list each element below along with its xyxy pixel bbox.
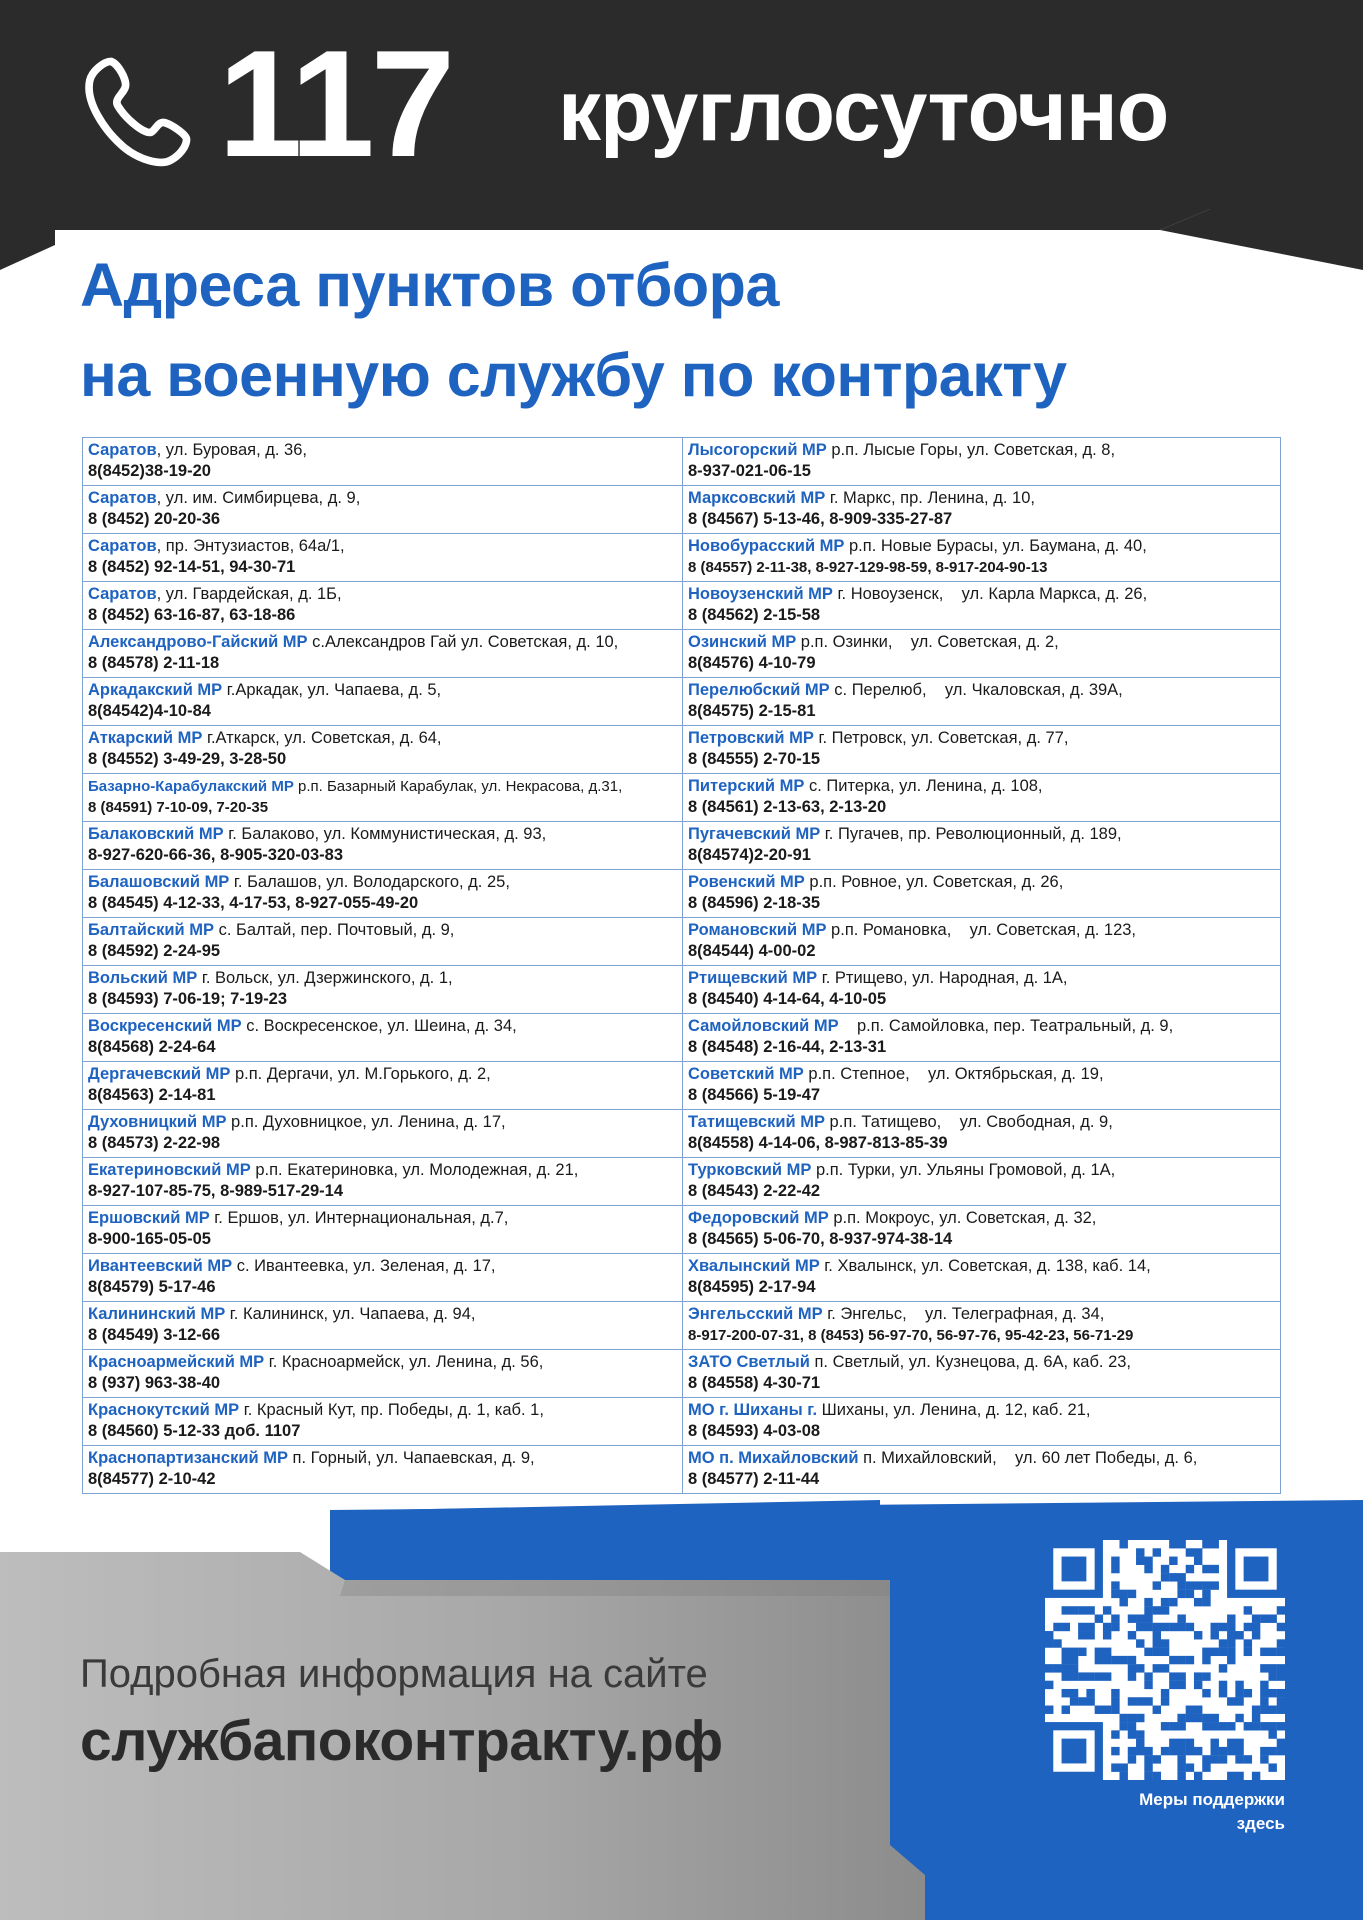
address: п. Горный, ул. Чапаевская, д. 9, <box>287 1449 535 1467</box>
list-item <box>83 1254 683 1302</box>
phone-number: 8(84542)4-10-84 <box>88 702 211 720</box>
phone-number: 8 (84573) 2-22-98 <box>88 1134 221 1152</box>
phone-number: 8 (8452) 63-16-87, 63-18-86 <box>88 606 296 624</box>
address-table <box>82 437 1281 1494</box>
phone-number: 8 (8452) 20-20-36 <box>88 510 221 528</box>
list-item <box>83 1350 683 1398</box>
district-name: Новоузенский МР <box>688 585 833 603</box>
district-name: Балашовский МР <box>88 873 230 891</box>
phone-number: 8 (84593) 7-06-19; 7-19-23 <box>88 990 288 1008</box>
table-row <box>83 1206 1281 1254</box>
table-row <box>83 630 1281 678</box>
district-name: Краснокутский МР <box>88 1401 240 1419</box>
table-row <box>83 726 1281 774</box>
list-item <box>83 1398 683 1446</box>
phone-number: 8 (84548) 2-16-44, 2-13-31 <box>688 1038 887 1056</box>
phone-number: 8 (84560) 5-12-33 доб. 1107 <box>88 1422 301 1440</box>
address: р.п. Самойловка, пер. Театральный, д. 9, <box>838 1017 1174 1035</box>
district-name: Екатериновский МР <box>88 1161 251 1179</box>
hotline-availability: круглосуточно <box>558 63 1169 159</box>
address: г. Пугачев, пр. Революционный, д. 189, <box>820 825 1122 843</box>
table-row <box>83 678 1281 726</box>
phone-number: 8 (84566) 5-19-47 <box>688 1086 821 1104</box>
address: г. Вольск, ул. Дзержинского, д. 1, <box>197 969 453 987</box>
district-name: Калининский МР <box>88 1305 226 1323</box>
list-item <box>683 1398 1281 1446</box>
list-item <box>83 1158 683 1206</box>
table-row <box>83 1350 1281 1398</box>
list-item <box>683 1062 1281 1110</box>
district-name: Саратов <box>88 537 157 555</box>
phone-number: 8 (8452) 92-14-51, 94-30-71 <box>88 558 296 576</box>
list-item <box>683 1014 1281 1062</box>
address: г. Балаково, ул. Коммунистическая, д. 93, <box>223 825 547 843</box>
district-name: Саратов <box>88 489 157 507</box>
address: г.Аткарск, ул. Советская, д. 64, <box>202 729 442 747</box>
address: р.п. Ровное, ул. Советская, д. 26, <box>804 873 1064 891</box>
address: р.п. Мокроус, ул. Советская, д. 32, <box>828 1209 1097 1227</box>
list-item <box>83 870 683 918</box>
address: р.п. Базарный Карабулак, ул. Некрасова, д.31, <box>293 778 623 795</box>
district-name: МО п. Михайловский <box>688 1449 859 1467</box>
address: р.п. Романовка, ул. Советская, д. 123, <box>826 921 1137 939</box>
district-name: Саратов <box>88 585 157 603</box>
phone-number: 8(84558) 4-14-06, 8-987-813-85-39 <box>688 1134 948 1152</box>
list-item <box>683 1110 1281 1158</box>
address: г. Калининск, ул. Чапаева, д. 94, <box>225 1305 476 1323</box>
district-name: Озинский МР <box>688 633 797 651</box>
phone-number: 8 (84561) 2-13-63, 2-13-20 <box>688 798 887 816</box>
list-item <box>683 966 1281 1014</box>
district-name: Красноармейский МР <box>88 1353 265 1371</box>
district-name: Воскресенский МР <box>88 1017 242 1035</box>
qr-caption <box>1045 1788 1285 1836</box>
table-row <box>83 870 1281 918</box>
address: р.п. Татищево, ул. Свободная, д. 9, <box>824 1113 1113 1131</box>
table-row <box>83 486 1281 534</box>
table-row <box>83 438 1281 486</box>
district-name: Перелюбский МР <box>688 681 830 699</box>
district-name: Петровский МР <box>688 729 814 747</box>
table-row <box>83 966 1281 1014</box>
phone-number: 8 (84577) 2-11-44 <box>688 1470 820 1488</box>
phone-number: 8 (84557) 2-11-38, 8-927-129-98-59, 8-917-204-90-13 <box>688 559 1048 576</box>
address: г. Ершов, ул. Интернациональная, д.7, <box>209 1209 509 1227</box>
list-item <box>683 582 1281 630</box>
list-item <box>83 486 683 534</box>
address: р.п. Лысые Горы, ул. Советская, д. 8, <box>826 441 1116 459</box>
list-item <box>83 534 683 582</box>
website-link[interactable]: службапоконтракту.рф <box>80 1709 723 1773</box>
phone-number: 8 (84545) 4-12-33, 4-17-53, 8-927-055-49-20 <box>88 894 419 912</box>
district-name: Питерский МР <box>688 777 805 795</box>
district-name: Хвалынский МР <box>688 1257 820 1275</box>
list-item <box>83 582 683 630</box>
table-row <box>83 1446 1281 1494</box>
district-name: Марксовский МР <box>688 489 826 507</box>
info-text: Подробная информация на сайте <box>80 1652 708 1696</box>
district-name: МО г. Шиханы г. <box>688 1401 818 1419</box>
address: г. Энгельс, ул. Телеграфная, д. 34, <box>822 1305 1105 1323</box>
district-name: Романовский МР <box>688 921 827 939</box>
list-item <box>683 438 1281 486</box>
table-row <box>83 582 1281 630</box>
district-name: Балаковский МР <box>88 825 224 843</box>
table-row <box>83 1062 1281 1110</box>
table-row <box>83 822 1281 870</box>
phone-number: 8 (84549) 3-12-66 <box>88 1326 221 1344</box>
district-name: Татищевский МР <box>688 1113 825 1131</box>
list-item <box>83 1302 683 1350</box>
phone-number: 8 (84567) 5-13-46, 8-909-335-27-87 <box>688 510 953 528</box>
phone-number: 8(84544) 4-00-02 <box>688 942 816 960</box>
district-name: Аркадакский МР <box>88 681 223 699</box>
address: с. Воскресенское, ул. Шеина, д. 34, <box>241 1017 517 1035</box>
address: , пр. Энтузиастов, 64а/1, <box>156 537 345 555</box>
phone-number: 8 (84552) 3-49-29, 3-28-50 <box>88 750 287 768</box>
list-item <box>683 822 1281 870</box>
list-item <box>683 870 1281 918</box>
page-title <box>80 240 1067 420</box>
address: г.Аркадак, ул. Чапаева, д. 5, <box>222 681 442 699</box>
district-name: Ивантеевский МР <box>88 1257 233 1275</box>
list-item <box>683 678 1281 726</box>
table-row <box>83 1158 1281 1206</box>
list-item <box>83 774 683 822</box>
district-name: Лысогорский МР <box>688 441 827 459</box>
list-item <box>83 1110 683 1158</box>
list-item <box>83 1206 683 1254</box>
address: с. Питерка, ул. Ленина, д. 108, <box>804 777 1043 795</box>
address: р.п. Турки, ул. Ульяны Громовой, д. 1А, <box>811 1161 1116 1179</box>
district-name: Пугачевский МР <box>688 825 821 843</box>
address: р.п. Екатериновка, ул. Молодежная, д. 21, <box>250 1161 579 1179</box>
phone-number: 8(8452)38-19-20 <box>88 462 211 480</box>
district-name: Краснопартизанский МР <box>88 1449 288 1467</box>
address: г. Маркс, пр. Ленина, д. 10, <box>825 489 1035 507</box>
phone-number: 8-900-165-05-05 <box>88 1230 211 1248</box>
phone-number: 8-927-620-66-36, 8-905-320-03-83 <box>88 846 344 864</box>
list-item <box>83 630 683 678</box>
phone-number: 8 (84558) 4-30-71 <box>688 1374 821 1392</box>
district-name: Вольский МР <box>88 969 198 987</box>
district-name: Саратов <box>88 441 157 459</box>
phone-number: 8 (937) 963-38-40 <box>88 1374 221 1392</box>
district-name: Турковский МР <box>688 1161 812 1179</box>
phone-number: 8-937-021-06-15 <box>688 462 811 480</box>
list-item <box>83 726 683 774</box>
phone-number: 8 (84540) 4-14-64, 4-10-05 <box>688 990 887 1008</box>
phone-number: 8(84595) 2-17-94 <box>688 1278 816 1296</box>
list-item <box>83 678 683 726</box>
district-name: Духовницкий МР <box>88 1113 227 1131</box>
address: г. Хвалынск, ул. Советская, д. 138, каб. 14, <box>819 1257 1151 1275</box>
table-row <box>83 1014 1281 1062</box>
phone-number: 8 (84592) 2-24-95 <box>88 942 221 960</box>
address: р.п. Духовницкое, ул. Ленина, д. 17, <box>226 1113 506 1131</box>
title-line-1: Адреса пунктов отбора <box>80 251 779 319</box>
district-name: Аткарский МР <box>88 729 203 747</box>
list-item <box>683 1446 1281 1494</box>
list-item <box>83 966 683 1014</box>
address: г. Красный Кут, пр. Победы, д. 1, каб. 1, <box>239 1401 544 1419</box>
address: с. Ивантеевка, ул. Зеленая, д. 17, <box>232 1257 496 1275</box>
district-name: Советский МР <box>688 1065 804 1083</box>
list-item <box>683 486 1281 534</box>
qr-caption-line-1: Меры поддержки <box>1139 1790 1285 1809</box>
list-item <box>683 534 1281 582</box>
district-name: Ровенский МР <box>688 873 805 891</box>
phone-icon <box>78 52 196 170</box>
phone-number: 8 (84555) 2-70-15 <box>688 750 821 768</box>
table-row <box>83 1302 1281 1350</box>
list-item <box>83 438 683 486</box>
district-name: ЗАТО Светлый <box>688 1353 810 1371</box>
phone-number: 8 (84562) 2-15-58 <box>688 606 821 624</box>
phone-number: 8 (84593) 4-03-08 <box>688 1422 821 1440</box>
address: с. Перелюб, ул. Чкаловская, д. 39А, <box>829 681 1123 699</box>
address: р.п. Дергачи, ул. М.Горького, д. 2, <box>230 1065 491 1083</box>
district-name: Александрово-Гайский МР <box>88 633 308 651</box>
address: г. Новоузенск, ул. Карла Маркса, д. 26, <box>832 585 1148 603</box>
table-row <box>83 534 1281 582</box>
table-row <box>83 918 1281 966</box>
list-item <box>683 1158 1281 1206</box>
district-name: Новобурасский МР <box>688 537 845 555</box>
phone-number: 8 (84543) 2-22-42 <box>688 1182 821 1200</box>
phone-number: 8-927-107-85-75, 8-989-517-29-14 <box>88 1182 344 1200</box>
district-name: Дергачевский МР <box>88 1065 231 1083</box>
phone-number: 8 (84596) 2-18-35 <box>688 894 821 912</box>
address: п. Михайловский, ул. 60 лет Победы, д. 6, <box>858 1449 1198 1467</box>
list-item <box>683 774 1281 822</box>
address: , ул. Буровая, д. 36, <box>156 441 307 459</box>
phone-number: 8(84568) 2-24-64 <box>88 1038 216 1056</box>
address: р.п. Озинки, ул. Советская, д. 2, <box>796 633 1059 651</box>
address: , ул. им. Симбирцева, д. 9, <box>156 489 361 507</box>
hotline-number: 117 <box>218 19 452 189</box>
address: , ул. Гвардейская, д. 1Б, <box>156 585 342 603</box>
district-name: Федоровский МР <box>688 1209 829 1227</box>
district-name: Ершовский МР <box>88 1209 210 1227</box>
table-row <box>83 774 1281 822</box>
list-item <box>683 1302 1281 1350</box>
list-item <box>683 1350 1281 1398</box>
phone-number: 8(84576) 4-10-79 <box>688 654 816 672</box>
phone-number: 8 (84578) 2-11-18 <box>88 654 220 672</box>
district-name: Самойловский МР <box>688 1017 839 1035</box>
address: п. Светлый, ул. Кузнецова, д. 6А, каб. 23, <box>809 1353 1132 1371</box>
qr-caption-line-2: здесь <box>1236 1814 1285 1833</box>
list-item <box>83 822 683 870</box>
list-item <box>83 1014 683 1062</box>
table-row <box>83 1398 1281 1446</box>
phone-number: 8-917-200-07-31, 8 (8453) 56-97-70, 56-97-76, 95-42-23, 56-71-29 <box>688 1327 1134 1344</box>
list-item <box>83 1446 683 1494</box>
address: г. Ртищево, ул. Народная, д. 1А, <box>817 969 1068 987</box>
list-item <box>683 1254 1281 1302</box>
list-item <box>683 726 1281 774</box>
table-row <box>83 1110 1281 1158</box>
table-row <box>83 1254 1281 1302</box>
address: р.п. Степное, ул. Октябрьская, д. 19, <box>803 1065 1104 1083</box>
address: с. Балтай, пер. Почтовый, д. 9, <box>213 921 455 939</box>
list-item <box>683 918 1281 966</box>
phone-number: 8(84577) 2-10-42 <box>88 1470 216 1488</box>
list-item <box>683 630 1281 678</box>
address: р.п. Новые Бурасы, ул. Баумана, д. 40, <box>844 537 1147 555</box>
phone-number: 8(84575) 2-15-81 <box>688 702 816 720</box>
list-item <box>83 918 683 966</box>
phone-number: 8(84563) 2-14-81 <box>88 1086 216 1104</box>
list-item <box>683 1206 1281 1254</box>
phone-number: 8 (84591) 7-10-09, 7-20-35 <box>88 799 269 816</box>
address: с.Александров Гай ул. Советская, д. 10, <box>307 633 619 651</box>
address: Шиханы, ул. Ленина, д. 12, каб. 21, <box>817 1401 1091 1419</box>
district-name: Энгельсский МР <box>688 1305 823 1323</box>
phone-number: 8(84579) 5-17-46 <box>88 1278 216 1296</box>
phone-number: 8(84574)2-20-91 <box>688 846 811 864</box>
qr-code-icon[interactable] <box>1045 1540 1285 1780</box>
address: г. Красноармейск, ул. Ленина, д. 56, <box>264 1353 544 1371</box>
address: г. Балашов, ул. Володарского, д. 25, <box>229 873 510 891</box>
list-item <box>83 1062 683 1110</box>
address: г. Петровск, ул. Советская, д. 77, <box>813 729 1069 747</box>
title-line-2: на военную службу по контракту <box>80 341 1067 409</box>
district-name: Балтайский МР <box>88 921 214 939</box>
district-name: Ртищевский МР <box>688 969 818 987</box>
district-name: Базарно-Карабулакский МР <box>88 778 294 795</box>
phone-number: 8 (84565) 5-06-70, 8-937-974-38-14 <box>688 1230 953 1248</box>
